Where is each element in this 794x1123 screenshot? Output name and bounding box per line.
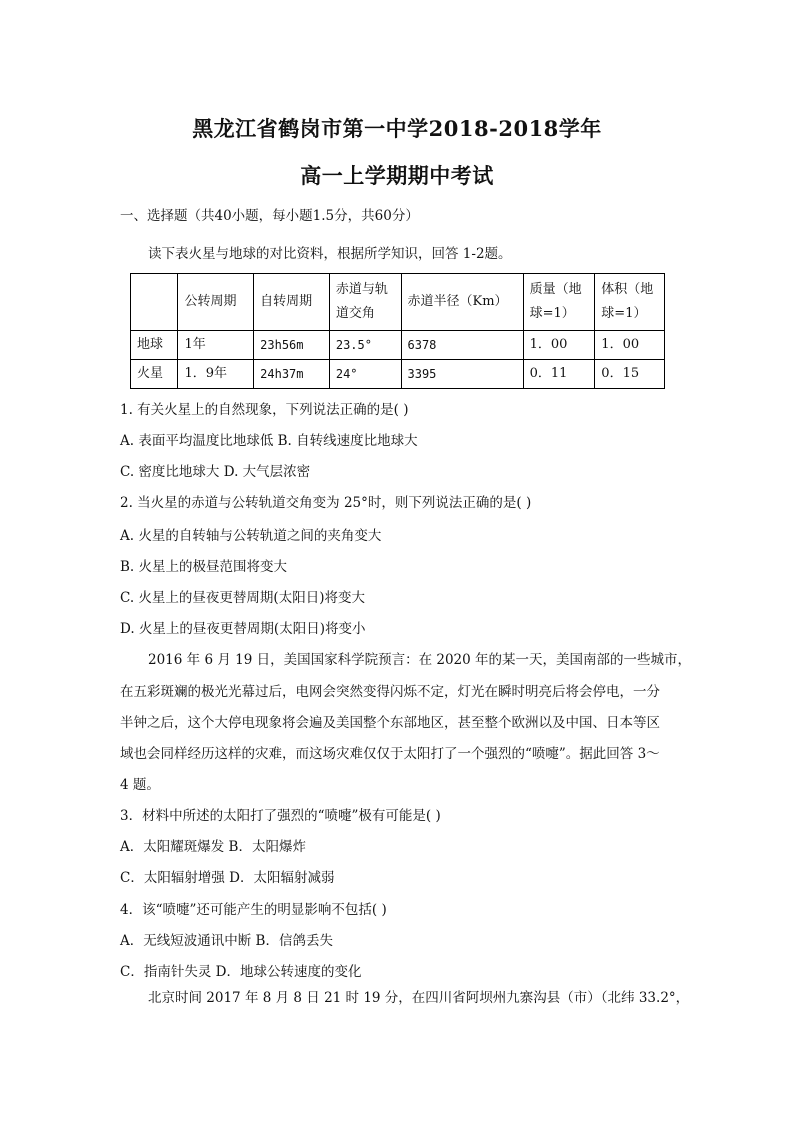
question-4-options: A．无线短波通讯中断 B．信鸽丢失: [120, 933, 333, 949]
passage-line: 半钟之后，这个大停电现象将会遍及美国整个东部地区，甚至整个欧洲以及中国、日本等区: [120, 715, 660, 731]
table-cell: 3395: [401, 360, 523, 389]
table-row: [131, 331, 665, 360]
table-cell: 1．9年: [178, 360, 254, 389]
header-text: 体积（地: [601, 282, 654, 297]
table-header-row: [131, 274, 665, 331]
table-header-cell: [595, 274, 665, 331]
table-cell: 6378: [401, 331, 523, 360]
table-header-cell: [523, 274, 595, 331]
table-cell: 火星: [131, 360, 178, 389]
question-4-options: C．指南针失灵 D．地球公转速度的变化: [120, 964, 362, 980]
header-text: 球=1）: [601, 306, 647, 321]
header-text: 质量（地: [529, 282, 582, 297]
passage-line: 2016 年 6 月 19 日，美国国家科学院预言：在 2020 年的某一天，美国南部的一些城市，: [148, 652, 692, 668]
table-cell: 0．15: [595, 360, 665, 389]
table-cell: 地球: [131, 331, 178, 360]
table-cell: 23h56m: [254, 331, 330, 360]
question-3: 3．材料中所述的太阳打了强烈的“喷嚏”极有可能是( ): [120, 808, 441, 824]
question-3-options: A．太阳耀斑爆发 B．太阳爆炸: [120, 839, 306, 855]
table-row: [131, 360, 665, 389]
exam-title: 黑龙江省鹤岗市第一中学2018-2018学年: [192, 116, 602, 141]
table-cell: 24h37m: [254, 360, 330, 389]
section-heading: 一、选择题（共40小题，每小题1.5分，共60分）: [120, 208, 419, 224]
table-cell: 0．11: [523, 360, 595, 389]
table-intro: 读下表火星与地球的对比资料，根据所学知识，回答 1-2题。: [148, 246, 512, 262]
passage-line: 北京时间 2017 年 8 月 8 日 21 时 19 分，在四川省阿坝州九寨沟县（市）（北纬 33.2°，: [148, 990, 690, 1006]
exam-subtitle: 高一上学期期中考试: [300, 163, 494, 188]
question-1-options: C. 密度比地球大 D. 大气层浓密: [120, 464, 311, 480]
question-4: 4．该“喷嚏”还可能产生的明显影响不包括( ): [120, 902, 387, 918]
table-cell: 23.5°: [329, 331, 401, 360]
table-cell: 1年: [178, 331, 254, 360]
table-cell: 1．00: [595, 331, 665, 360]
table-cell: 24°: [329, 360, 401, 389]
question-2-option-a: A. 火星的自转轴与公转轨道之间的夹角变大: [120, 528, 382, 544]
question-2-option-d: D. 火星上的昼夜更替周期(太阳日)将变小: [120, 621, 366, 637]
question-2-option-c: C. 火星上的昼夜更替周期(太阳日)将变大: [120, 590, 365, 606]
header-text: 赤道与轨: [335, 282, 388, 297]
question-1-options: A. 表面平均温度比地球低 B. 自转线速度比地球大: [120, 433, 418, 449]
header-text: 道交角: [335, 306, 375, 321]
passage-line: 在五彩斑斓的极光光幕过后，电网会突然变得闪烁不定，灯光在瞬时明亮后将会停电，一分: [120, 684, 660, 700]
table-header-cell: 赤道半径（Km）: [401, 274, 523, 331]
table-header-cell: 自转周期: [254, 274, 330, 331]
question-2: 2. 当火星的赤道与公转轨道交角变为 25°时，则下列说法正确的是( ): [120, 495, 532, 511]
mars-earth-table: [130, 273, 665, 389]
question-2-option-b: B. 火星上的极昼范围将变大: [120, 559, 288, 575]
question-1: 1. 有关火星上的自然现象，下列说法正确的是( ): [120, 402, 409, 418]
header-text: 球=1）: [529, 306, 575, 321]
passage-line: 域也会同样经历这样的灾难，而这场灾难仅仅于太阳打了一个强烈的“喷嚏”。据此回答 3～: [120, 746, 660, 762]
table-header-cell: [329, 274, 401, 331]
table-header-cell: [131, 274, 178, 331]
table-header-cell: 公转周期: [178, 274, 254, 331]
table-cell: 1．00: [523, 331, 595, 360]
question-3-options: C．太阳辐射增强 D．太阳辐射减弱: [120, 870, 335, 886]
passage-line: 4 题。: [120, 777, 160, 793]
